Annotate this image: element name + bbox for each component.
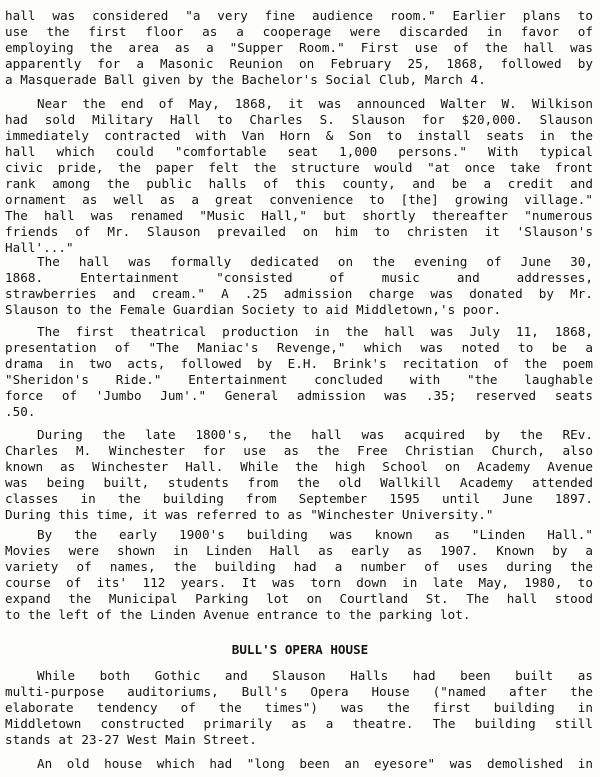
text-line: Near the end of May, 1868, it was announced Walter W. Wilkison	[37, 96, 593, 111]
text-line: force of 'Jumbo Jum'." General admission was .35; reserved seats	[5, 388, 593, 403]
text-line: known as Winchester Hall. While the high School on Academy Avenue	[5, 459, 593, 474]
text-line: An old house which had "long been an eyesore" was demolished in	[37, 756, 593, 771]
text-line: Middletown constructed primarily as a theatre. The building still	[5, 716, 593, 731]
paragraph	[5, 527, 593, 623]
text-line: employing the area as a "Supper Room." First use of the hall was	[5, 40, 593, 55]
text-line: presentation of "The Maniac's Revenge," which was noted to be a	[5, 340, 593, 355]
text-line: multi-purpose auditoriums, Bull's Opera House ("named after the	[5, 684, 593, 699]
paragraph	[5, 96, 593, 256]
text-line: Movies were shown in Linden Hall as early as 1907. Known by a	[5, 543, 593, 558]
text-line: variety of names, the building had a number of uses during the	[5, 559, 593, 574]
text-line: course of its' 112 years. It was torn down in late May, 1980, to	[5, 575, 593, 590]
text-line: stands at 23-27 West Main Street.	[5, 732, 257, 747]
text-line: use the first floor as a cooperage were discarded in favor of	[5, 24, 593, 39]
text-line: Slauson to the Female Guardian Society to aid Middletown,'s poor.	[5, 302, 502, 317]
text-line: strawberries and cream." A .25 admission charge was donated by Mr.	[5, 286, 593, 301]
paragraph	[5, 668, 593, 748]
text-line: Hall'..."	[5, 240, 74, 255]
paragraph	[5, 254, 593, 318]
text-line: The first theatrical production in the hall was July 11, 1868,	[37, 324, 593, 339]
text-line: rank among the public halls of this county, and be a credit and	[5, 176, 593, 191]
text-line: hall which could "comfortable seat 1,000 persons." With typical	[5, 144, 593, 159]
paragraph	[5, 324, 593, 420]
text-line: drama in two acts, followed by E.H. Brink's recitation of the poem	[5, 356, 593, 371]
text-line: immediately contracted with Van Horn & Son to install seats in the	[5, 128, 593, 143]
text-line: hall was considered "a very fine audience room." Earlier plans to	[5, 8, 593, 23]
text-line: was being built, students from the old Wallkill Academy attended	[5, 475, 593, 490]
paragraph	[5, 756, 593, 772]
text-line: While both Gothic and Slauson Halls had been built as	[37, 668, 593, 683]
text-line: During this time, it was referred to as "Winchester University."	[5, 507, 494, 522]
text-line: apparently for a Masonic Reunion on February 25, 1868, followed by	[5, 56, 593, 71]
text-line: By the early 1900's building was known as "Linden Hall."	[37, 527, 593, 542]
text-line: "Sheridon's Ride." Entertainment concluded with "the laughable	[5, 372, 593, 387]
text-line: Charles M. Winchester for use as the Free Christian Church, also	[5, 443, 593, 458]
text-line: elaborate tendency of the times") was the first building in	[5, 700, 593, 715]
text-line: a Masquerade Ball given by the Bachelor's Social Club, March 4.	[5, 72, 486, 87]
text-line: 1868. Entertainment "consisted of music and addresses,	[5, 270, 593, 285]
text-line: The hall was formally dedicated on the evening of June 30,	[37, 254, 593, 269]
text-line: had sold Military Hall to Charles S. Slauson for $20,000. Slauson	[5, 112, 593, 127]
text-line: During the late 1800's, the hall was acquired by the REv.	[37, 427, 593, 442]
text-line: civic pride, the paper felt the structure would "at once take front	[5, 160, 593, 175]
paragraph	[5, 427, 593, 523]
text-line: .50.	[5, 404, 36, 419]
text-line: to the left of the Linden Avenue entrance to the parking lot.	[5, 607, 471, 622]
text-line: expand the Municipal Parking lot on Courtland St. The hall stood	[5, 591, 593, 606]
text-line: ornament as well as a great convenience to [the] growing village."	[5, 192, 593, 207]
paragraph	[5, 8, 593, 88]
text-line: friends of Mr. Slauson prevailed on him to christen it 'Slauson's	[5, 224, 593, 239]
text-line: The hall was renamed "Music Hall," but shortly thereafter "numerous	[5, 208, 593, 223]
text-line: classes in the building from September 1595 until June 1897.	[5, 491, 593, 506]
section-heading: BULL'S OPERA HOUSE	[231, 642, 369, 657]
